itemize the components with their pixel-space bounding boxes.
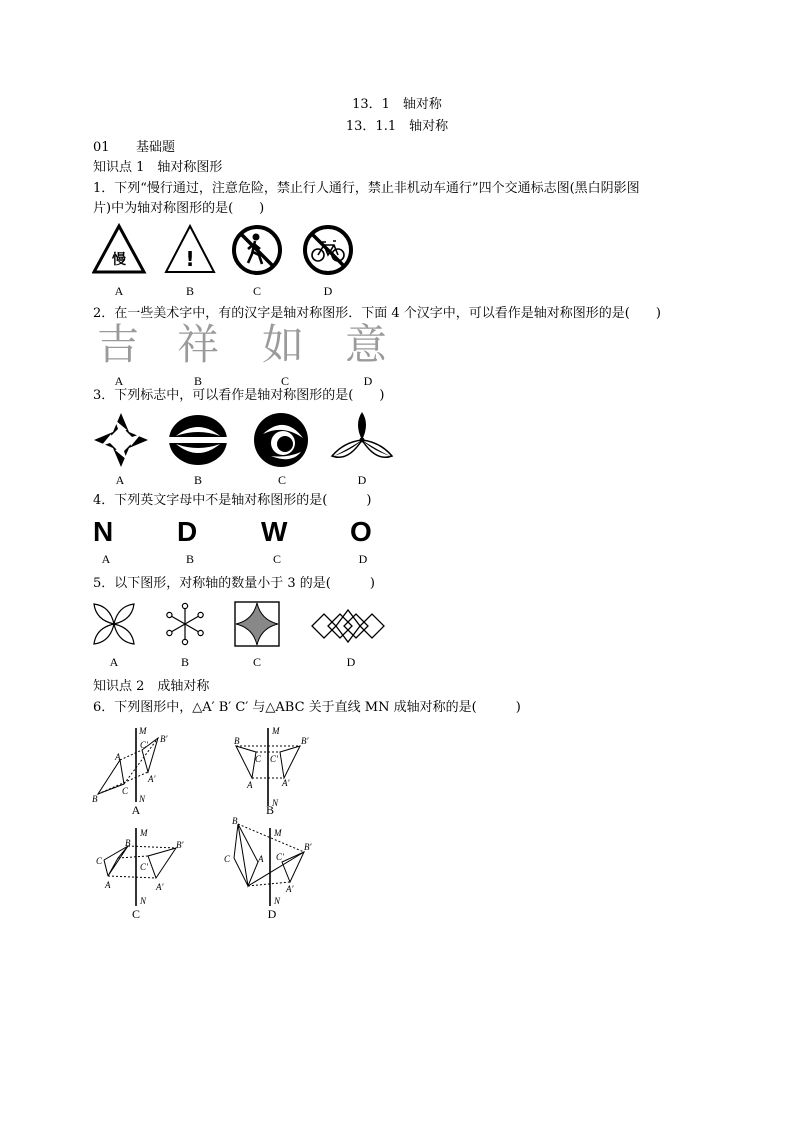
q6-label-a: A <box>131 803 141 817</box>
question-2-text: 2．在一些美术字中，有的汉字是轴对称图形．下面 4 个汉字中，可以看作是轴对称图形的是( ) <box>93 306 661 321</box>
q3-label-d: D <box>357 473 367 487</box>
svg-text:C′: C′ <box>140 740 148 750</box>
svg-text:B: B <box>125 838 131 848</box>
svg-text:A: A <box>258 854 264 864</box>
q4-label-c: C <box>272 552 281 566</box>
svg-text:B′: B′ <box>160 734 168 744</box>
letter-n: N <box>93 516 114 547</box>
letter-w: W <box>261 516 288 547</box>
svg-text:B′: B′ <box>301 736 309 746</box>
svg-text:C′: C′ <box>140 862 148 872</box>
svg-text:C: C <box>96 856 103 866</box>
star-logo-icon <box>94 413 148 467</box>
svg-text:B′: B′ <box>304 842 312 852</box>
six-spoke-star-icon <box>167 603 203 644</box>
svg-text:C′: C′ <box>276 852 284 862</box>
page-subtitle: 13．1.1 轴对称 <box>345 119 449 134</box>
question-4-text: 4．下列英文字母中不是轴对称图形的是( ) <box>93 493 372 508</box>
q1-label-b: B <box>185 284 194 298</box>
letter-o: O <box>350 516 372 547</box>
svg-text:A: A <box>247 780 253 790</box>
svg-text:M: M <box>274 828 282 838</box>
q4-label-d: D <box>358 552 368 566</box>
page-title: 13．1 轴对称 <box>352 97 442 112</box>
q3-label-c: C <box>277 473 286 487</box>
question-5-figures <box>92 600 392 652</box>
q1-label-a: A <box>114 284 124 298</box>
q4-label-a: A <box>101 552 111 566</box>
hanzi-yi: 意 <box>345 320 388 369</box>
swoosh-logo-icon <box>168 415 228 465</box>
q3-label-b: B <box>193 473 202 487</box>
hanzi-ru: 如 <box>262 320 305 369</box>
q1-label-d: D <box>323 284 333 298</box>
svg-text:B′: B′ <box>176 840 184 850</box>
svg-text:A′: A′ <box>148 774 156 784</box>
q5-label-c: C <box>252 655 261 669</box>
q4-label-b: B <box>185 552 194 566</box>
svg-text:N: N <box>274 896 281 906</box>
svg-text:C: C <box>122 786 129 796</box>
q1-label-c: C <box>252 284 261 298</box>
svg-text:B: B <box>232 816 238 826</box>
no-bicycle-sign-icon <box>305 227 351 273</box>
q5-label-b: B <box>180 655 189 669</box>
svg-text:A′: A′ <box>156 882 164 892</box>
svg-text:B: B <box>234 736 240 746</box>
svg-text:N: N <box>272 798 279 808</box>
svg-text:B: B <box>92 794 98 804</box>
hanzi-ji: 吉 <box>97 320 140 369</box>
no-pedestrian-sign-icon <box>234 227 280 273</box>
four-petal-flower-icon <box>94 604 134 644</box>
q3-label-a: A <box>115 473 125 487</box>
svg-text:M: M <box>272 726 280 736</box>
section-name: 基础题 <box>136 140 176 155</box>
warning-sign-icon <box>166 226 214 272</box>
q6-label-b: B <box>265 803 274 817</box>
question-1-line2: 片)中为轴对称图形的是( ) <box>93 201 265 216</box>
q6-label-d: D <box>267 907 277 921</box>
warning-sign-char: ! <box>185 247 195 271</box>
svg-text:A: A <box>115 752 121 762</box>
trefoil-logo-icon <box>332 412 392 457</box>
knowledge-point-2: 知识点 2 成轴对称 <box>93 679 210 694</box>
knowledge-point-1: 知识点 1 轴对称图形 <box>93 160 223 175</box>
svg-text:N: N <box>140 896 147 906</box>
interlocking-diamond-knot-icon <box>312 610 384 642</box>
svg-text:M: M <box>140 828 148 838</box>
question-6-text: 6．下列图形中，△A′ B′ C′ 与△ABC 关于直线 MN 成轴对称的是( ) <box>93 700 521 715</box>
question-6-diagrams <box>90 722 330 918</box>
slow-sign-char: 慢 <box>112 252 126 268</box>
diagram-b <box>234 726 309 808</box>
diagram-a <box>92 726 168 804</box>
q5-label-a: A <box>109 655 119 669</box>
q2-label-d: D <box>363 374 373 388</box>
svg-text:C: C <box>255 754 262 764</box>
letter-d: D <box>177 516 198 547</box>
q2-label-a: A <box>114 374 124 388</box>
q5-label-d: D <box>346 655 356 669</box>
hanzi-xiang: 祥 <box>177 320 220 369</box>
svg-text:N: N <box>139 794 146 804</box>
svg-text:M: M <box>139 726 147 736</box>
eye-logo-icon <box>254 413 308 467</box>
q2-label-b: B <box>193 374 202 388</box>
diagram-c <box>96 828 184 906</box>
slow-sign-icon <box>94 226 144 272</box>
svg-text:A′: A′ <box>286 884 294 894</box>
question-3-text: 3．下列标志中，可以看作是轴对称图形的是( ) <box>93 388 385 403</box>
svg-text:A′: A′ <box>282 778 290 788</box>
diagram-d <box>224 816 312 906</box>
svg-text:A: A <box>105 880 111 890</box>
svg-text:C′: C′ <box>270 754 278 764</box>
section-number: 01 <box>93 140 110 155</box>
question-1-traffic-signs <box>92 222 362 280</box>
square-with-concave-star-icon <box>235 602 279 646</box>
svg-text:C: C <box>224 854 231 864</box>
question-3-logos <box>92 410 397 472</box>
question-5-text: 5．以下图形，对称轴的数量小于 3 的是( ) <box>93 576 375 591</box>
q6-label-c: C <box>131 907 140 921</box>
q2-label-c: C <box>280 374 289 388</box>
question-1-line1: 1．下列“慢行通过，注意危险，禁止行人通行，禁止非机动车通行”四个交通标志图(黑白阴影图 <box>93 181 640 196</box>
